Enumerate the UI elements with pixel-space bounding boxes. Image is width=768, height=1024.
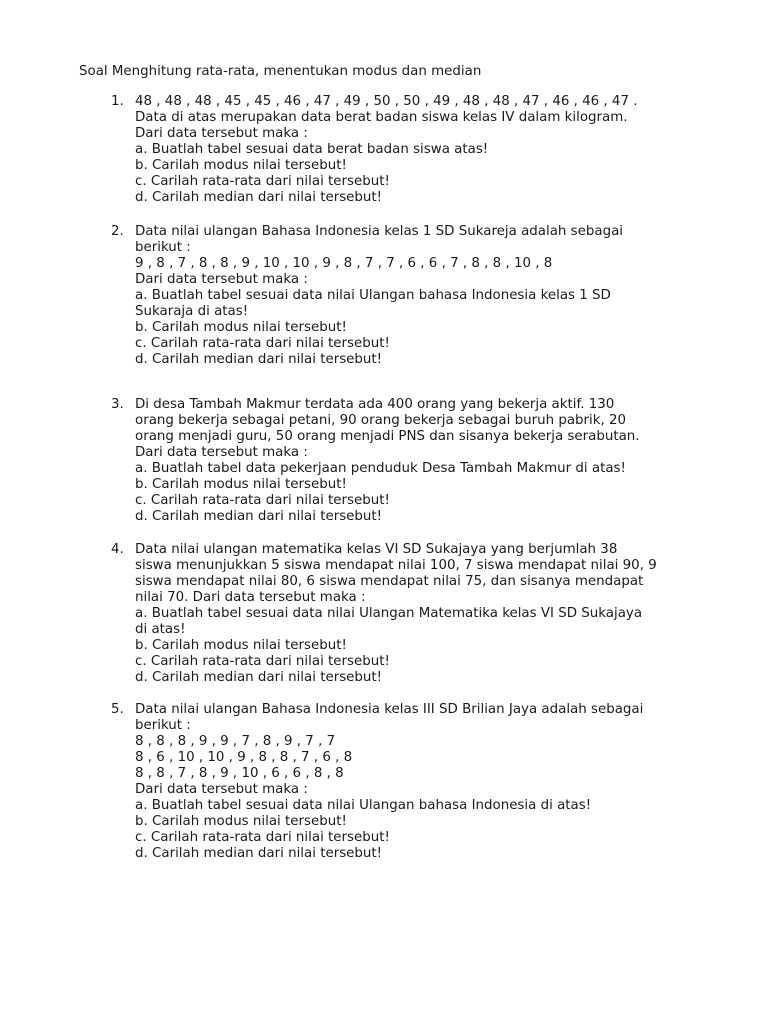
question-line: a. Buatlah tabel data pekerjaan penduduk Desa Tambah Makmur di atas! xyxy=(135,461,626,476)
question-line: siswa mendapat nilai 80, 6 siswa mendapat nilai 75, dan sisanya mendapat xyxy=(135,574,644,589)
question-line: a. Buatlah tabel sesuai data berat badan siswa atas! xyxy=(135,142,489,157)
question-line: nilai 70. Dari data tersebut maka : xyxy=(135,590,366,605)
question-5 xyxy=(111,702,643,862)
question-body xyxy=(135,224,623,368)
question-line: c. Carilah rata-rata dari nilai tersebut! xyxy=(135,336,390,351)
question-line: Dari data tersebut maka : xyxy=(135,126,308,141)
question-line: siswa menunjukkan 5 siswa mendapat nilai 100, 7 siswa mendapat nilai 90, 9 xyxy=(135,558,657,573)
question-3 xyxy=(111,397,640,525)
question-number: 1. xyxy=(111,94,124,109)
question-line: d. Carilah median dari nilai tersebut! xyxy=(135,352,383,367)
question-line: a. Buatlah tabel sesuai data nilai Ulangan bahasa Indonesia di atas! xyxy=(135,798,592,813)
question-line: c. Carilah rata-rata dari nilai tersebut! xyxy=(135,493,390,508)
question-line: b. Carilah modus nilai tersebut! xyxy=(135,320,347,335)
question-line: di atas! xyxy=(135,622,186,637)
question-4 xyxy=(111,542,657,686)
question-line: 9 , 8 , 7 , 8 , 8 , 9 , 10 , 10 , 9 , 8 , 7 , 7 , 6 , 6 , 7 , 8 , 8 , 10 , 8 xyxy=(135,256,553,271)
question-line: Data di atas merupakan data berat badan siswa kelas IV dalam kilogram. xyxy=(135,110,628,125)
question-line: c. Carilah rata-rata dari nilai tersebut! xyxy=(135,830,390,845)
question-body xyxy=(135,702,643,862)
question-line: berikut : xyxy=(135,240,191,255)
question-line: Sukaraja di atas! xyxy=(135,304,249,319)
question-number: 2. xyxy=(111,224,124,239)
question-line: b. Carilah modus nilai tersebut! xyxy=(135,158,347,173)
question-line: c. Carilah rata-rata dari nilai tersebut! xyxy=(135,654,390,669)
question-line: Data nilai ulangan Bahasa Indonesia kelas III SD Brilian Jaya adalah sebagai xyxy=(135,702,644,717)
question-line: 8 , 8 , 7 , 8 , 9 , 10 , 6 , 6 , 8 , 8 xyxy=(135,766,344,781)
question-line: b. Carilah modus nilai tersebut! xyxy=(135,638,347,653)
question-line: Data nilai ulangan matematika kelas VI SD Sukajaya yang berjumlah 38 xyxy=(135,542,618,557)
question-line: orang menjadi guru, 50 orang menjadi PNS dan sisanya bekerja serabutan. xyxy=(135,429,640,444)
question-line: b. Carilah modus nilai tersebut! xyxy=(135,477,347,492)
question-line: orang bekerja sebagai petani, 90 orang bekerja sebagai buruh pabrik, 20 xyxy=(135,413,627,428)
question-line: Dari data tersebut maka : xyxy=(135,445,308,460)
question-line: b. Carilah modus nilai tersebut! xyxy=(135,814,347,829)
question-line: 8 , 6 , 10 , 10 , 9 , 8 , 8 , 7 , 6 , 8 xyxy=(135,750,353,765)
question-line: d. Carilah median dari nilai tersebut! xyxy=(135,190,383,205)
question-line: c. Carilah rata-rata dari nilai tersebut! xyxy=(135,174,390,189)
question-line: 8 , 8 , 8 , 9 , 9 , 7 , 8 , 9 , 7 , 7 xyxy=(135,734,336,749)
question-line: d. Carilah median dari nilai tersebut! xyxy=(135,670,383,685)
question-line: Data nilai ulangan Bahasa Indonesia kelas 1 SD Sukareja adalah sebagai xyxy=(135,224,624,239)
question-number: 5. xyxy=(111,702,124,717)
question-number: 3. xyxy=(111,397,124,412)
question-line: Dari data tersebut maka : xyxy=(135,272,308,287)
question-body xyxy=(135,542,657,686)
document-title: Soal Menghitung rata-rata, menentukan modus dan median xyxy=(79,64,482,79)
question-line: a. Buatlah tabel sesuai data nilai Ulangan Matematika kelas VI SD Sukajaya xyxy=(135,606,643,621)
question-line: a. Buatlah tabel sesuai data nilai Ulangan bahasa Indonesia kelas 1 SD xyxy=(135,288,611,303)
question-body xyxy=(135,397,640,525)
question-line: d. Carilah median dari nilai tersebut! xyxy=(135,509,383,524)
question-1 xyxy=(111,94,638,206)
question-line: d. Carilah median dari nilai tersebut! xyxy=(135,846,383,861)
question-body xyxy=(135,94,638,206)
question-line: Dari data tersebut maka : xyxy=(135,782,308,797)
question-2 xyxy=(111,224,623,368)
question-line: Di desa Tambah Makmur terdata ada 400 orang yang bekerja aktif. 130 xyxy=(135,397,615,412)
question-number: 4. xyxy=(111,542,124,557)
question-line: 48 , 48 , 48 , 45 , 45 , 46 , 47 , 49 , 50 , 50 , 49 , 48 , 48 , 47 , 46 , 46 , 47 . xyxy=(135,94,638,109)
question-line: berikut : xyxy=(135,718,191,733)
